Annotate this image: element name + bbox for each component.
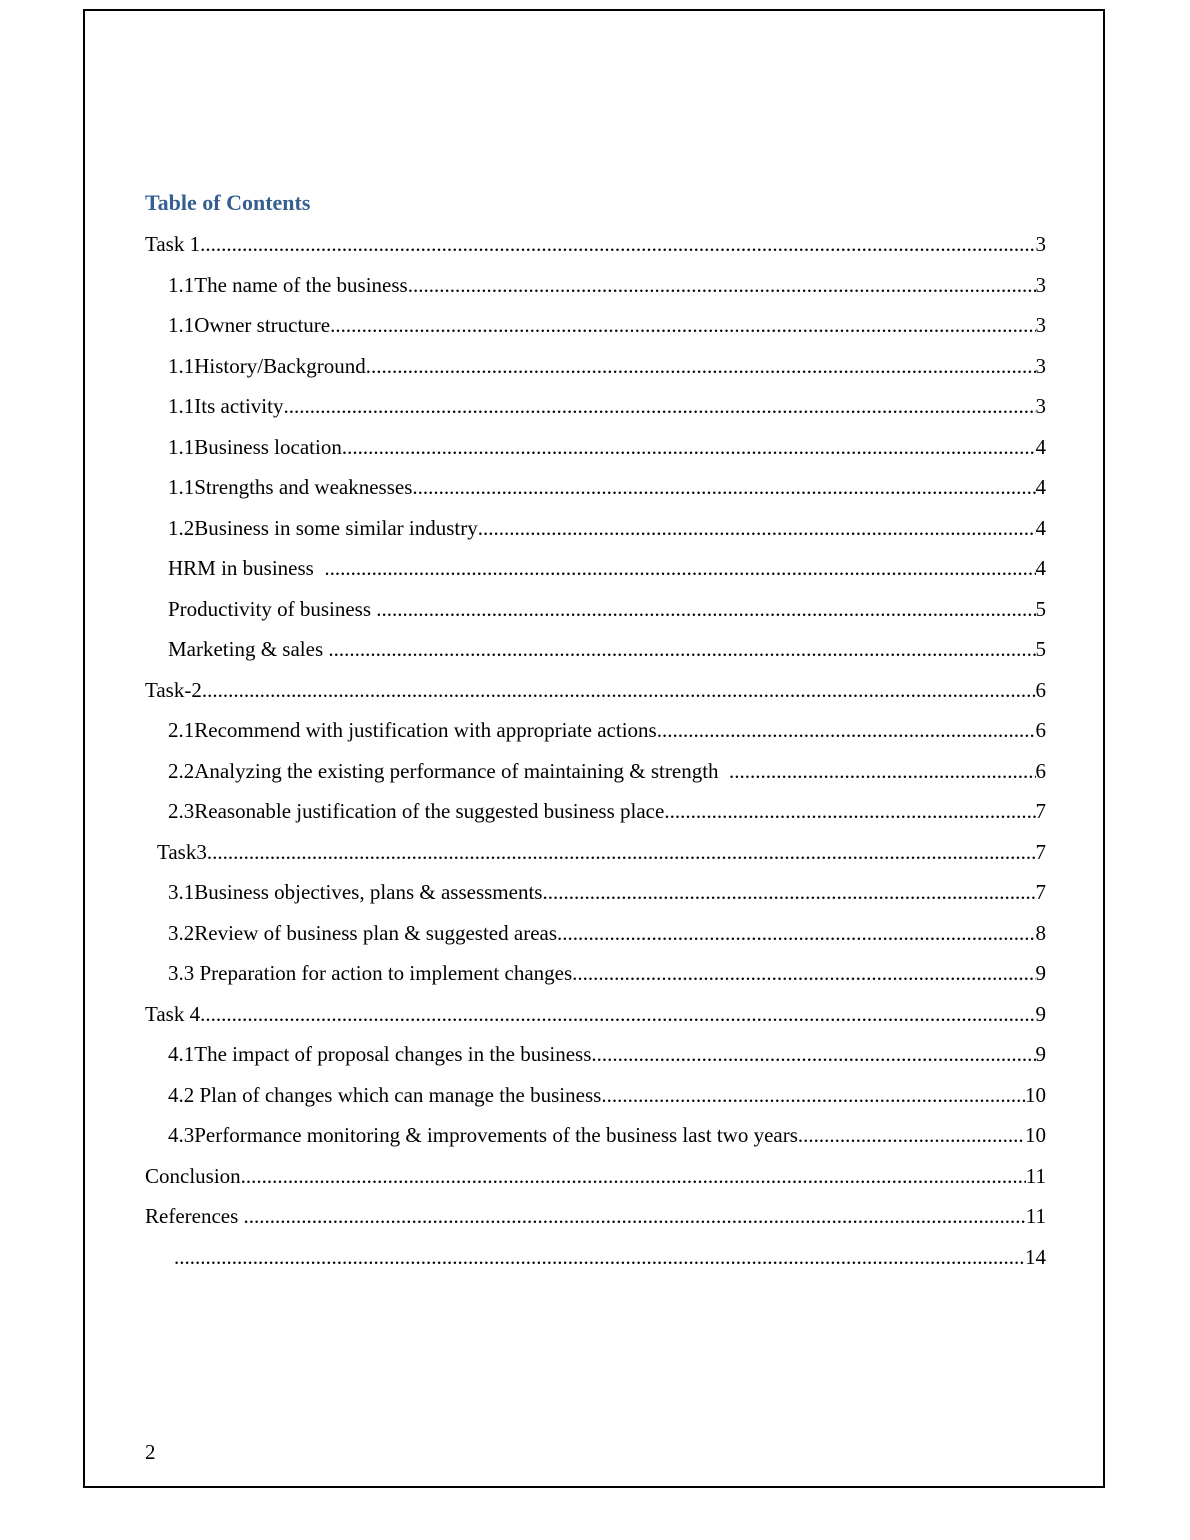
toc-entry[interactable] xyxy=(0,916,1190,957)
toc-entry-page: 11 xyxy=(1025,1204,1046,1228)
toc-entry-text: 2.1Recommend with justification with appropriate actions xyxy=(168,718,657,742)
toc-leader-dots xyxy=(729,754,1035,788)
toc-leader-dots xyxy=(342,430,1036,464)
toc-entry-page: 7 xyxy=(1035,799,1046,823)
toc-leader-dots xyxy=(572,956,1035,990)
toc-entry[interactable] xyxy=(0,754,1190,795)
toc-entry[interactable] xyxy=(0,511,1190,552)
toc-entry-text: 1.2Business in some similar industry xyxy=(168,515,478,540)
toc-entry[interactable] xyxy=(0,389,1190,430)
toc-entry[interactable] xyxy=(0,956,1190,997)
toc-list xyxy=(0,227,1190,1280)
toc-entry[interactable] xyxy=(0,349,1190,390)
toc-entry-page: 11 xyxy=(1025,1163,1046,1188)
toc-entry-text: 1.1Owner structure xyxy=(168,313,331,337)
toc-leader-dots xyxy=(200,997,1035,1031)
toc-entry[interactable] xyxy=(0,268,1190,309)
toc-entry[interactable] xyxy=(0,470,1190,511)
toc-leader-dots xyxy=(478,511,1036,545)
toc-entry[interactable] xyxy=(0,673,1190,714)
toc-entry-page: 4 xyxy=(1035,515,1046,540)
toc-entry-text: Task3 xyxy=(157,839,207,864)
toc-entry-page: 3 xyxy=(1035,272,1046,297)
toc-leader-dots xyxy=(283,389,1035,423)
toc-entry[interactable] xyxy=(0,632,1190,673)
toc-leader-dots xyxy=(412,470,1035,504)
toc-entry-page: 4 xyxy=(1035,475,1046,499)
toc-entry-page: 6 xyxy=(1035,758,1046,783)
toc-entry-text: 1.1History/Background xyxy=(168,353,366,378)
toc-entry-text: HRM in business xyxy=(168,556,325,580)
toc-entry-page: 9 xyxy=(1035,961,1046,985)
toc-entry-text: 2.2Analyzing the existing performance of maintaining & strength xyxy=(168,758,730,783)
toc-leader-dots xyxy=(200,227,1035,261)
toc-entry-text: 4.3Performance monitoring & improvements of the business last two years xyxy=(168,1123,798,1147)
toc-entry-page: 9 xyxy=(1035,1042,1046,1066)
toc-entry-page: 14 xyxy=(1025,1244,1046,1269)
toc-entry-page: 3 xyxy=(1035,313,1046,337)
toc-entry-page: 9 xyxy=(1035,1001,1046,1026)
toc-entry-text: 4.2 Plan of changes which can manage the business xyxy=(168,1082,602,1107)
toc-entry-page: 10 xyxy=(1025,1082,1046,1107)
toc-entry-text: Marketing & sales xyxy=(168,637,329,661)
toc-entry[interactable] xyxy=(0,1240,1190,1281)
toc-entry[interactable] xyxy=(0,308,1190,349)
toc-entry-page: 10 xyxy=(1025,1123,1046,1147)
toc-entry-text: 3.1Business objectives, plans & assessments xyxy=(168,880,543,904)
toc-entry-text: Task 1 xyxy=(145,232,201,256)
toc-entry-text: 1.1Its activity xyxy=(168,394,284,418)
toc-leader-dots xyxy=(241,1159,1026,1193)
toc-entry[interactable] xyxy=(0,430,1190,471)
toc-entry[interactable] xyxy=(0,227,1190,268)
toc-leader-dots xyxy=(174,1240,1025,1274)
toc-leader-dots xyxy=(244,1199,1026,1233)
toc-entry-page: 7 xyxy=(1035,839,1046,864)
toc-entry[interactable] xyxy=(0,1037,1190,1078)
toc-entry-text: Conclusion xyxy=(145,1163,241,1188)
toc-leader-dots xyxy=(330,308,1035,342)
toc-leader-dots xyxy=(542,875,1035,909)
toc-entry-page: 3 xyxy=(1035,394,1046,418)
toc-leader-dots xyxy=(376,592,1035,626)
toc-entry-text: Task-2 xyxy=(145,677,202,702)
toc-leader-dots xyxy=(408,268,1036,302)
toc-entry[interactable] xyxy=(0,713,1190,754)
toc-leader-dots xyxy=(202,673,1036,707)
toc-entry-text: References xyxy=(145,1204,244,1228)
toc-entry-text: 3.3 Preparation for action to implement changes xyxy=(168,961,573,985)
toc-leader-dots xyxy=(328,632,1035,666)
toc-entry[interactable] xyxy=(0,835,1190,876)
toc-leader-dots xyxy=(366,349,1036,383)
toc-entry[interactable] xyxy=(0,1159,1190,1200)
toc-entry-page: 5 xyxy=(1035,596,1046,621)
toc-entry-text: 3.2Review of business plan & suggested areas xyxy=(168,920,558,945)
toc-entry-page: 3 xyxy=(1035,232,1046,256)
toc-entry[interactable] xyxy=(0,794,1190,835)
toc-entry[interactable] xyxy=(0,875,1190,916)
toc-entry-page: 3 xyxy=(1035,353,1046,378)
toc-entry[interactable] xyxy=(0,1118,1190,1159)
toc-entry[interactable] xyxy=(0,551,1190,592)
toc-leader-dots xyxy=(657,713,1036,747)
toc-title: Table of Contents xyxy=(145,190,311,215)
toc-entry-text: 1.1Strengths and weaknesses xyxy=(168,475,413,499)
toc-leader-dots xyxy=(207,835,1036,869)
toc-entry-page: 6 xyxy=(1035,677,1046,702)
toc-entry-text: Task 4 xyxy=(145,1001,201,1026)
toc-entry-text: 1.1Business location xyxy=(168,434,342,459)
toc-entry-page: 5 xyxy=(1035,637,1046,661)
toc-entry[interactable] xyxy=(0,592,1190,633)
toc-leader-dots xyxy=(324,551,1035,585)
toc-entry-page: 6 xyxy=(1035,718,1046,742)
toc-entry-text: 4.1The impact of proposal changes in the business xyxy=(168,1042,592,1066)
toc-entry[interactable] xyxy=(0,1199,1190,1240)
toc-entry-page: 8 xyxy=(1035,920,1046,945)
toc-entry-text: Productivity of business xyxy=(168,596,377,621)
toc-entry-text: 1.1The name of the business xyxy=(168,272,408,297)
toc-entry-page: 4 xyxy=(1035,556,1046,580)
toc-entry-page: 7 xyxy=(1035,880,1046,904)
toc-entry[interactable] xyxy=(0,1078,1190,1119)
toc-leader-dots xyxy=(557,916,1035,950)
toc-leader-dots xyxy=(664,794,1035,828)
toc-entry-text: 2.3Reasonable justification of the suggested business place xyxy=(168,799,665,823)
toc-entry[interactable] xyxy=(0,997,1190,1038)
page-number: 2 xyxy=(145,1440,156,1464)
toc-leader-dots xyxy=(601,1078,1025,1112)
toc-entry-page: 4 xyxy=(1035,434,1046,459)
toc-leader-dots xyxy=(798,1118,1025,1152)
toc-leader-dots xyxy=(591,1037,1035,1071)
